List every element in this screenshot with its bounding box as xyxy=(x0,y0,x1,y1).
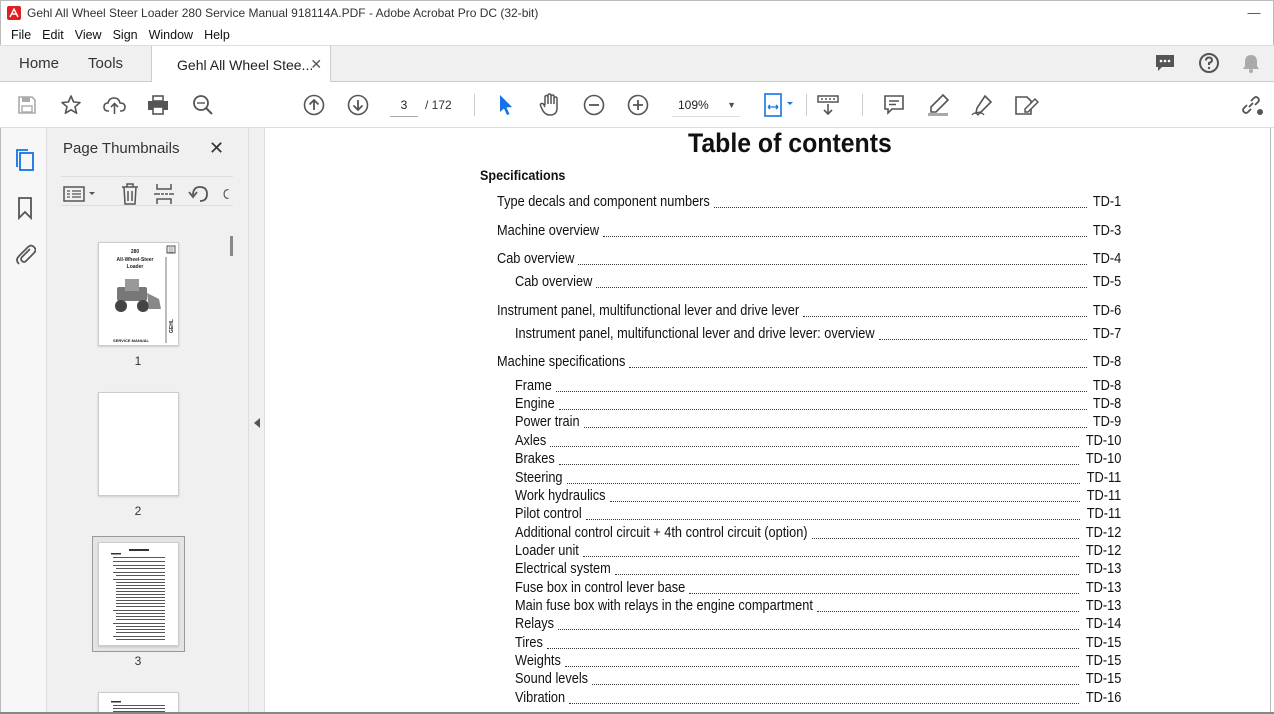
thumbnails-panel-title: Page Thumbnails xyxy=(63,140,180,157)
toolbar-divider xyxy=(474,94,475,116)
toc-entry-page: TD-13 xyxy=(1085,561,1121,577)
toc-entry-page: TD-5 xyxy=(1092,274,1121,290)
toc-entry-label: Weights xyxy=(515,653,561,669)
toc-entry-page: TD-8 xyxy=(1092,396,1121,412)
toc-leader-dots xyxy=(812,538,1079,539)
save-icon[interactable] xyxy=(14,92,40,118)
toc-leader-dots xyxy=(583,556,1079,557)
toc-leader-dots xyxy=(578,264,1086,265)
page-thumbnails-panel xyxy=(47,128,249,714)
rotate-counterclockwise-icon[interactable] xyxy=(188,183,210,205)
zoom-level-value: 109% xyxy=(678,97,709,112)
draw-sign-icon[interactable] xyxy=(969,92,995,118)
toc-leader-dots xyxy=(547,648,1079,649)
next-page-icon[interactable] xyxy=(345,92,371,118)
thumbnail-page-3[interactable] xyxy=(98,542,179,646)
svg-text:SERVICE MANUAL: SERVICE MANUAL xyxy=(113,338,149,343)
toc-entry-page: TD-8 xyxy=(1092,354,1121,370)
toc-entry-page: TD-6 xyxy=(1092,303,1121,319)
toc-entry-page: TD-10 xyxy=(1085,451,1121,467)
toc-entry-label: Electrical system xyxy=(515,561,611,577)
toc-leader-dots xyxy=(559,464,1079,465)
tab-home[interactable]: Home xyxy=(19,55,60,72)
chevron-down-icon: ▼ xyxy=(727,99,736,110)
toc-entry[interactable] xyxy=(515,690,1121,708)
toc-entry-label: Machine specifications xyxy=(497,354,626,370)
toc-entry-label: Type decals and component numbers xyxy=(497,194,710,210)
toc-entry-label: Power train xyxy=(515,414,580,430)
tab-tools[interactable]: Tools xyxy=(88,55,124,72)
toc-leader-dots xyxy=(615,574,1079,575)
toc-entry-label: Axles xyxy=(515,433,547,449)
toc-entry[interactable] xyxy=(515,488,1121,506)
toc-entry-page: TD-15 xyxy=(1085,671,1121,687)
toc-entry-page: TD-10 xyxy=(1085,433,1121,449)
toc-leader-dots xyxy=(567,483,1080,484)
add-comment-icon[interactable] xyxy=(881,92,907,118)
page-thumbnails-icon[interactable] xyxy=(13,149,37,173)
toc-entry[interactable] xyxy=(515,414,1121,432)
toc-leader-dots xyxy=(586,519,1080,520)
thumbnail-page-number: 3 xyxy=(134,654,142,668)
toc-entry[interactable] xyxy=(515,433,1121,451)
thumbnail-toolbar xyxy=(61,176,233,206)
cover-preview-image xyxy=(99,243,180,347)
close-tab-button[interactable]: ✕ xyxy=(310,56,323,72)
toc-leader-dots xyxy=(550,446,1079,447)
toc-leader-dots xyxy=(879,339,1087,340)
menu-window[interactable]: Window xyxy=(148,28,194,42)
toc-leader-dots xyxy=(817,611,1079,612)
svg-text:GEHL: GEHL xyxy=(169,319,175,333)
toc-entry[interactable] xyxy=(515,580,1121,598)
thumbnail-page-number: 2 xyxy=(134,504,142,518)
toc-leader-dots xyxy=(629,367,1086,368)
share-link-icon[interactable] xyxy=(1239,92,1265,118)
toc-leader-dots xyxy=(714,207,1087,208)
toc-entry-label: Engine xyxy=(515,396,555,412)
toc-entry-page: TD-7 xyxy=(1092,326,1121,342)
title-bar xyxy=(0,0,1274,25)
close-panel-button[interactable]: ✕ xyxy=(209,138,225,158)
main-toolbar xyxy=(0,82,1274,128)
menu-sign[interactable]: Sign xyxy=(112,28,138,42)
comment-bubble-icon[interactable] xyxy=(1154,53,1176,76)
toc-entry[interactable] xyxy=(497,251,1121,269)
menu-view[interactable]: View xyxy=(74,28,102,42)
collapse-arrow-icon[interactable] xyxy=(253,418,261,431)
toc-leader-dots xyxy=(803,316,1087,317)
toc-entry-label: Cab overview xyxy=(497,251,575,267)
menu-edit[interactable]: Edit xyxy=(42,28,64,42)
toc-preview-image xyxy=(99,543,180,647)
toc-leader-dots xyxy=(584,427,1087,428)
menu-help[interactable]: Help xyxy=(204,28,230,42)
toc-entry-label: Main fuse box with relays in the engine compartment xyxy=(515,598,813,614)
toc-entry[interactable] xyxy=(515,525,1121,543)
toc-leader-dots xyxy=(559,409,1087,410)
toc-entry[interactable] xyxy=(515,326,1121,344)
edit-pdf-icon[interactable] xyxy=(1013,92,1039,118)
toc-entry-label: Pilot control xyxy=(515,506,582,522)
toc-entry[interactable] xyxy=(515,616,1121,634)
toc-leader-dots xyxy=(569,703,1079,704)
rotate-clockwise-icon[interactable] xyxy=(219,183,233,205)
toc-entry-label: Instrument panel, multifunctional lever and drive lever xyxy=(497,303,800,319)
toc-entry-label: Relays xyxy=(515,616,555,632)
attachments-icon[interactable] xyxy=(13,242,37,266)
toc-entry-page: TD-9 xyxy=(1092,414,1121,430)
minimize-button[interactable]: — xyxy=(1247,4,1261,20)
toc-entry[interactable] xyxy=(515,561,1121,579)
window-title: Gehl All Wheel Steer Loader 280 Service Manual 918114A.PDF - Adobe Acrobat Pro DC (32-bit) xyxy=(27,6,539,20)
toc-entry-page: TD-12 xyxy=(1085,525,1121,541)
toc-entry-page: TD-8 xyxy=(1092,378,1121,394)
svg-text:All-Wheel-Steer: All-Wheel-Steer xyxy=(116,257,154,263)
toc-entry-page: TD-15 xyxy=(1085,635,1121,651)
toc-entry[interactable] xyxy=(497,194,1121,212)
toc-entry[interactable] xyxy=(515,274,1121,292)
toc-entry-label: Sound levels xyxy=(515,671,589,687)
svg-text:Loader: Loader xyxy=(126,264,144,270)
toc-leader-dots xyxy=(689,593,1078,594)
notification-bell-icon[interactable] xyxy=(1242,53,1260,76)
find-search-icon[interactable] xyxy=(190,92,216,118)
toc-entry[interactable] xyxy=(515,653,1121,671)
toc-entry-page: TD-14 xyxy=(1085,616,1121,632)
page-fit-icon[interactable] xyxy=(760,92,798,118)
toc-leader-dots xyxy=(596,287,1086,288)
toc-entry-page: TD-11 xyxy=(1086,506,1121,522)
toc-entry[interactable] xyxy=(515,543,1121,561)
toc-leader-dots xyxy=(592,684,1079,685)
tab-document[interactable] xyxy=(151,46,331,83)
menu-file[interactable]: File xyxy=(11,28,32,42)
toc-entry[interactable] xyxy=(515,598,1121,616)
toc-entry-page: TD-16 xyxy=(1085,690,1121,706)
navigation-rail xyxy=(0,128,47,714)
toc-entry-page: TD-4 xyxy=(1092,251,1121,267)
toc-entry[interactable] xyxy=(515,635,1121,653)
toc-leader-dots xyxy=(610,501,1080,502)
section-heading: Specifications xyxy=(480,167,566,183)
toolbar-divider xyxy=(806,94,807,116)
toc-entry-label: Vibration xyxy=(515,690,566,706)
zoom-out-icon[interactable] xyxy=(581,92,607,118)
zoom-level-select[interactable] xyxy=(672,93,740,117)
toc-entry-label: Tires xyxy=(515,635,543,651)
extract-pages-icon[interactable] xyxy=(153,183,175,205)
toc-entry-label: Additional control circuit + 4th control circuit (option) xyxy=(515,525,808,541)
thumbnail-page-2[interactable] xyxy=(98,392,179,496)
zoom-in-icon[interactable] xyxy=(625,92,651,118)
thumbnail-page-1[interactable] xyxy=(98,242,179,346)
toc-entry-label: Machine overview xyxy=(497,223,600,239)
toc-entry[interactable] xyxy=(515,671,1121,689)
toc-entry-label: Fuse box in control lever base xyxy=(515,580,686,596)
toc-entry-page: TD-15 xyxy=(1085,653,1121,669)
document-tab-label: Gehl All Wheel Stee... xyxy=(177,56,314,73)
toc-entry-label: Cab overview xyxy=(515,274,593,290)
tab-bar xyxy=(0,45,1274,82)
select-cursor-icon[interactable] xyxy=(493,92,519,118)
toc-entry-page: TD-3 xyxy=(1092,223,1121,239)
toc-entry[interactable] xyxy=(515,396,1121,414)
help-icon[interactable] xyxy=(1198,52,1220,77)
toc-leader-dots xyxy=(558,629,1079,630)
bookmark-star-icon[interactable] xyxy=(58,92,84,118)
upload-cloud-icon[interactable] xyxy=(102,92,128,118)
toc-entry[interactable] xyxy=(515,451,1121,469)
toc-entry[interactable] xyxy=(497,223,1121,241)
page-preview-image xyxy=(99,693,180,714)
thumbnail-scrollbar[interactable] xyxy=(230,236,233,256)
bookmarks-icon[interactable] xyxy=(13,196,37,220)
toc-entry-label: Work hydraulics xyxy=(515,488,606,504)
toc-entry[interactable] xyxy=(515,378,1121,396)
toc-entry-page: TD-1 xyxy=(1092,194,1121,210)
document-view[interactable] xyxy=(265,128,1271,714)
toc-entry[interactable] xyxy=(515,470,1121,488)
toc-entry[interactable] xyxy=(497,303,1121,321)
page-total-label: / 172 xyxy=(425,98,452,112)
toc-leader-dots xyxy=(565,666,1079,667)
toc-leader-dots xyxy=(556,391,1087,392)
toc-entry-page: TD-11 xyxy=(1086,470,1121,486)
toc-entry-page: TD-13 xyxy=(1085,598,1121,614)
toc-entry-page: TD-13 xyxy=(1085,580,1121,596)
toc-entry[interactable] xyxy=(497,354,1121,372)
toc-entry[interactable] xyxy=(515,506,1121,524)
toc-entry-page: TD-12 xyxy=(1085,543,1121,559)
toc-entry-page: TD-11 xyxy=(1086,488,1121,504)
delete-page-icon[interactable] xyxy=(119,183,141,205)
print-icon[interactable] xyxy=(145,92,171,118)
scrolling-mode-icon[interactable] xyxy=(815,92,841,118)
svg-text:280: 280 xyxy=(130,249,140,255)
thumbnail-options-icon[interactable] xyxy=(63,183,97,205)
panel-collapse-strip[interactable] xyxy=(249,128,265,714)
toc-leader-dots xyxy=(603,236,1087,237)
page-number-input[interactable]: 3 xyxy=(390,93,418,117)
toc-entry-label: Brakes xyxy=(515,451,555,467)
toc-entry-label: Loader unit xyxy=(515,543,579,559)
toolbar-divider xyxy=(862,94,863,116)
toc-entry-label: Instrument panel, multifunctional lever and drive lever: overview xyxy=(515,326,875,342)
previous-page-icon[interactable] xyxy=(301,92,327,118)
menu-bar xyxy=(0,25,1274,45)
highlight-pen-icon[interactable] xyxy=(925,92,951,118)
toc-entry-label: Frame xyxy=(515,378,552,394)
thumbnail-page-number: 1 xyxy=(134,354,142,368)
thumbnail-page-4[interactable] xyxy=(98,692,179,714)
page-title: Table of contents xyxy=(688,128,892,158)
hand-pan-icon[interactable] xyxy=(537,92,563,118)
acrobat-app-icon xyxy=(7,6,21,20)
toc-entry-label: Steering xyxy=(515,470,563,486)
